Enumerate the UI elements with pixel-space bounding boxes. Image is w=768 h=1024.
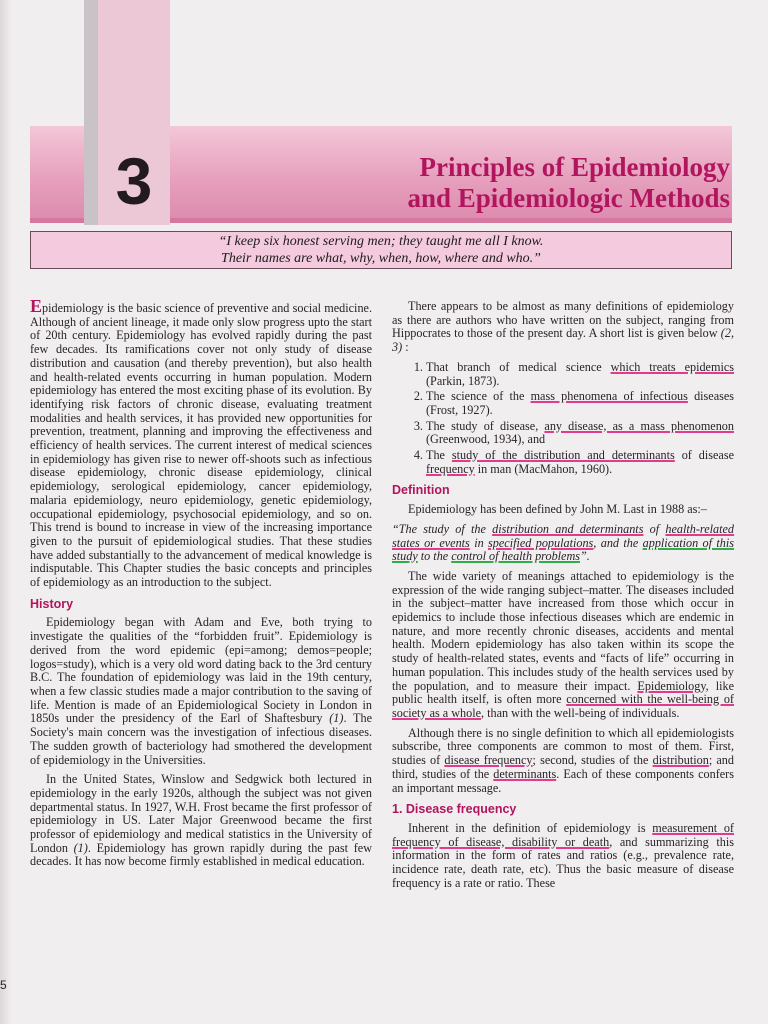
history-paragraph-1: Epidemiology began with Adam and Eve, both trying to investigate the qualities of the “forbidden fruit”. Epidemiology is derived from the word epidemic (epi=among; demos=people; logos=study), which is a very old word dating back to the 3rd century B.C. The foundation of epidemiology was laid in the 19th century, when a few classic studies made a major contribution to the saving of life. Mention is made of an Epidemiological Society in London in 1850s under the presidency of the Earl of Shaftesbury (1). The Society's main concern was the investigation of infectious diseases. The sudden growth of bacteriology had smothered the development of epidemiology in the Universities. bbox=[30, 615, 372, 767]
right-column bbox=[392, 300, 734, 896]
epigraph-quote bbox=[30, 233, 732, 267]
definition-item: 3. The study of disease, any disease, as a mass phenomenon (Greenwood, 1934), and bbox=[426, 420, 734, 447]
citation-ref: (1) bbox=[329, 711, 344, 726]
epigraph-line1: “I keep six honest serving men; they taught me all I know. bbox=[218, 234, 544, 249]
left-column bbox=[30, 296, 372, 875]
definition-item: 4. The study of the distribution and determinants of disease frequency in man (MacMahon, 1960). bbox=[426, 449, 734, 476]
definitions-list bbox=[392, 361, 734, 477]
chapter-title-line2: and Epidemiologic Methods bbox=[407, 183, 730, 213]
last-definition-quote: “The study of the distribution and determinants of health-related states or events in specified populations, and the application of this study to the control of health problems”. bbox=[392, 521, 734, 564]
page-number: 5 bbox=[0, 978, 7, 992]
chapter-number: 3 bbox=[115, 144, 153, 218]
page-shadow-edge bbox=[0, 0, 12, 1024]
definitions-intro: There appears to be almost as many definitions of epidemiology as there are authors who have written on the subject, ranging from Hippocrates to those of the present day. A short list is given below (2, 3) : bbox=[392, 299, 734, 355]
definition-item: 2. The science of the mass phenomena of infectious diseases (Frost, 1927). bbox=[426, 390, 734, 417]
scope-paragraph: The wide variety of meanings attached to epidemiology is the expression of the wide ranging subject–matter. The diseases included in the subject–matter have increased from those which occur in epidemics to include those infectious diseases which are endemic in nature, and more recently chronic diseases, accidents and mental health. Modern epidemiology has also taken within its scope the study of health-related states, events and “facts of life” occurring in human population. This includes study of the health services used by the population, and to measure their impact. Epidemiology, like public health itself, is often more concerned with the well-being of society as a whole, than with the well-being of individuals. bbox=[392, 568, 734, 720]
citation-ref: (2, 3) bbox=[392, 326, 734, 355]
chapter-title-line1: Principles of Epidemiology bbox=[419, 152, 730, 182]
definition-intro: Epidemiology has been defined by John M. Last in 1988 as:– bbox=[408, 502, 707, 517]
history-paragraph-2: In the United States, Winslow and Sedgwick both lectured in epidemiology in the early 1920s, although the subject was not given departmental status. In 1927, W.H. Frost became the first professor of epidemiology in US. Later Major Greenwood became the first professor of epidemiology and medical statistics in the University of London (1). Epidemiology has grown rapidly during the past few decades. It has now become firmly established in medical education. bbox=[30, 772, 372, 869]
components-paragraph: Although there is no single definition to which all epidemiologists subscribe, three components are common to most of them. First, studies of disease frequency; second, studies of the distribution; and third, studies of the determinants. Each of these components confers an important message. bbox=[392, 725, 734, 795]
drop-cap: E bbox=[30, 296, 43, 316]
epigraph-line2: Their names are what, why, when, how, where and who.” bbox=[221, 251, 541, 266]
citation-ref: (1) bbox=[73, 840, 88, 855]
intro-paragraph: Epidemiology is the basic science of preventive and social medicine. Although of ancient lineage, it made only slow progress upto the start of 20th century. Epidemiology has evolved rapidly during the past few decades. Its ramifications cover not only study of disease distribution and causation (and thereby prevention), but also health and health-related events occurring in human population. Modern epidemiology has entered the most exciting phase of its evolution. By identifying risk factors of chronic disease, evaluating treatment modalities and health services, it has provided new opportunities for prevention, treatment, planning and improving the effectiveness and efficiency of health services. The current interest of medical sciences in epidemiology has given rise to newer off-shoots such as infectious disease epidemiology, chronic disease epidemiology, clinical epidemiology, serological epidemiology, cancer epidemiology, malaria epidemiology, neuro epidemiology, genetic epidemiology, occupational epidemiology, psychosocial epidemiology, and so on. This trend is bound to increase in view of the increasing importance given to the pursuit of epidemiological studies. That these studies have added substantially to the advancement of medical knowledge is indisputable. This Chapter studies the basic concepts and principles of epidemiology as an introduction to the subject. bbox=[30, 296, 372, 590]
frequency-paragraph: Inherent in the definition of epidemiology is measurement of frequency of disease, disability or death, and summarizing this information in the form of rates and ratios (e.g., prevalence rate, incidence rate, death rate, etc). Thus the basic measure of disease frequency is a rate or ratio. These bbox=[392, 820, 734, 890]
definition-item: 1. That branch of medical science which treats epidemics (Parkin, 1873). bbox=[426, 361, 734, 388]
disease-frequency-heading: 1. Disease frequency bbox=[392, 802, 517, 817]
history-heading: History bbox=[30, 596, 74, 611]
chapter-title bbox=[330, 152, 730, 214]
definition-heading: Definition bbox=[392, 483, 450, 498]
